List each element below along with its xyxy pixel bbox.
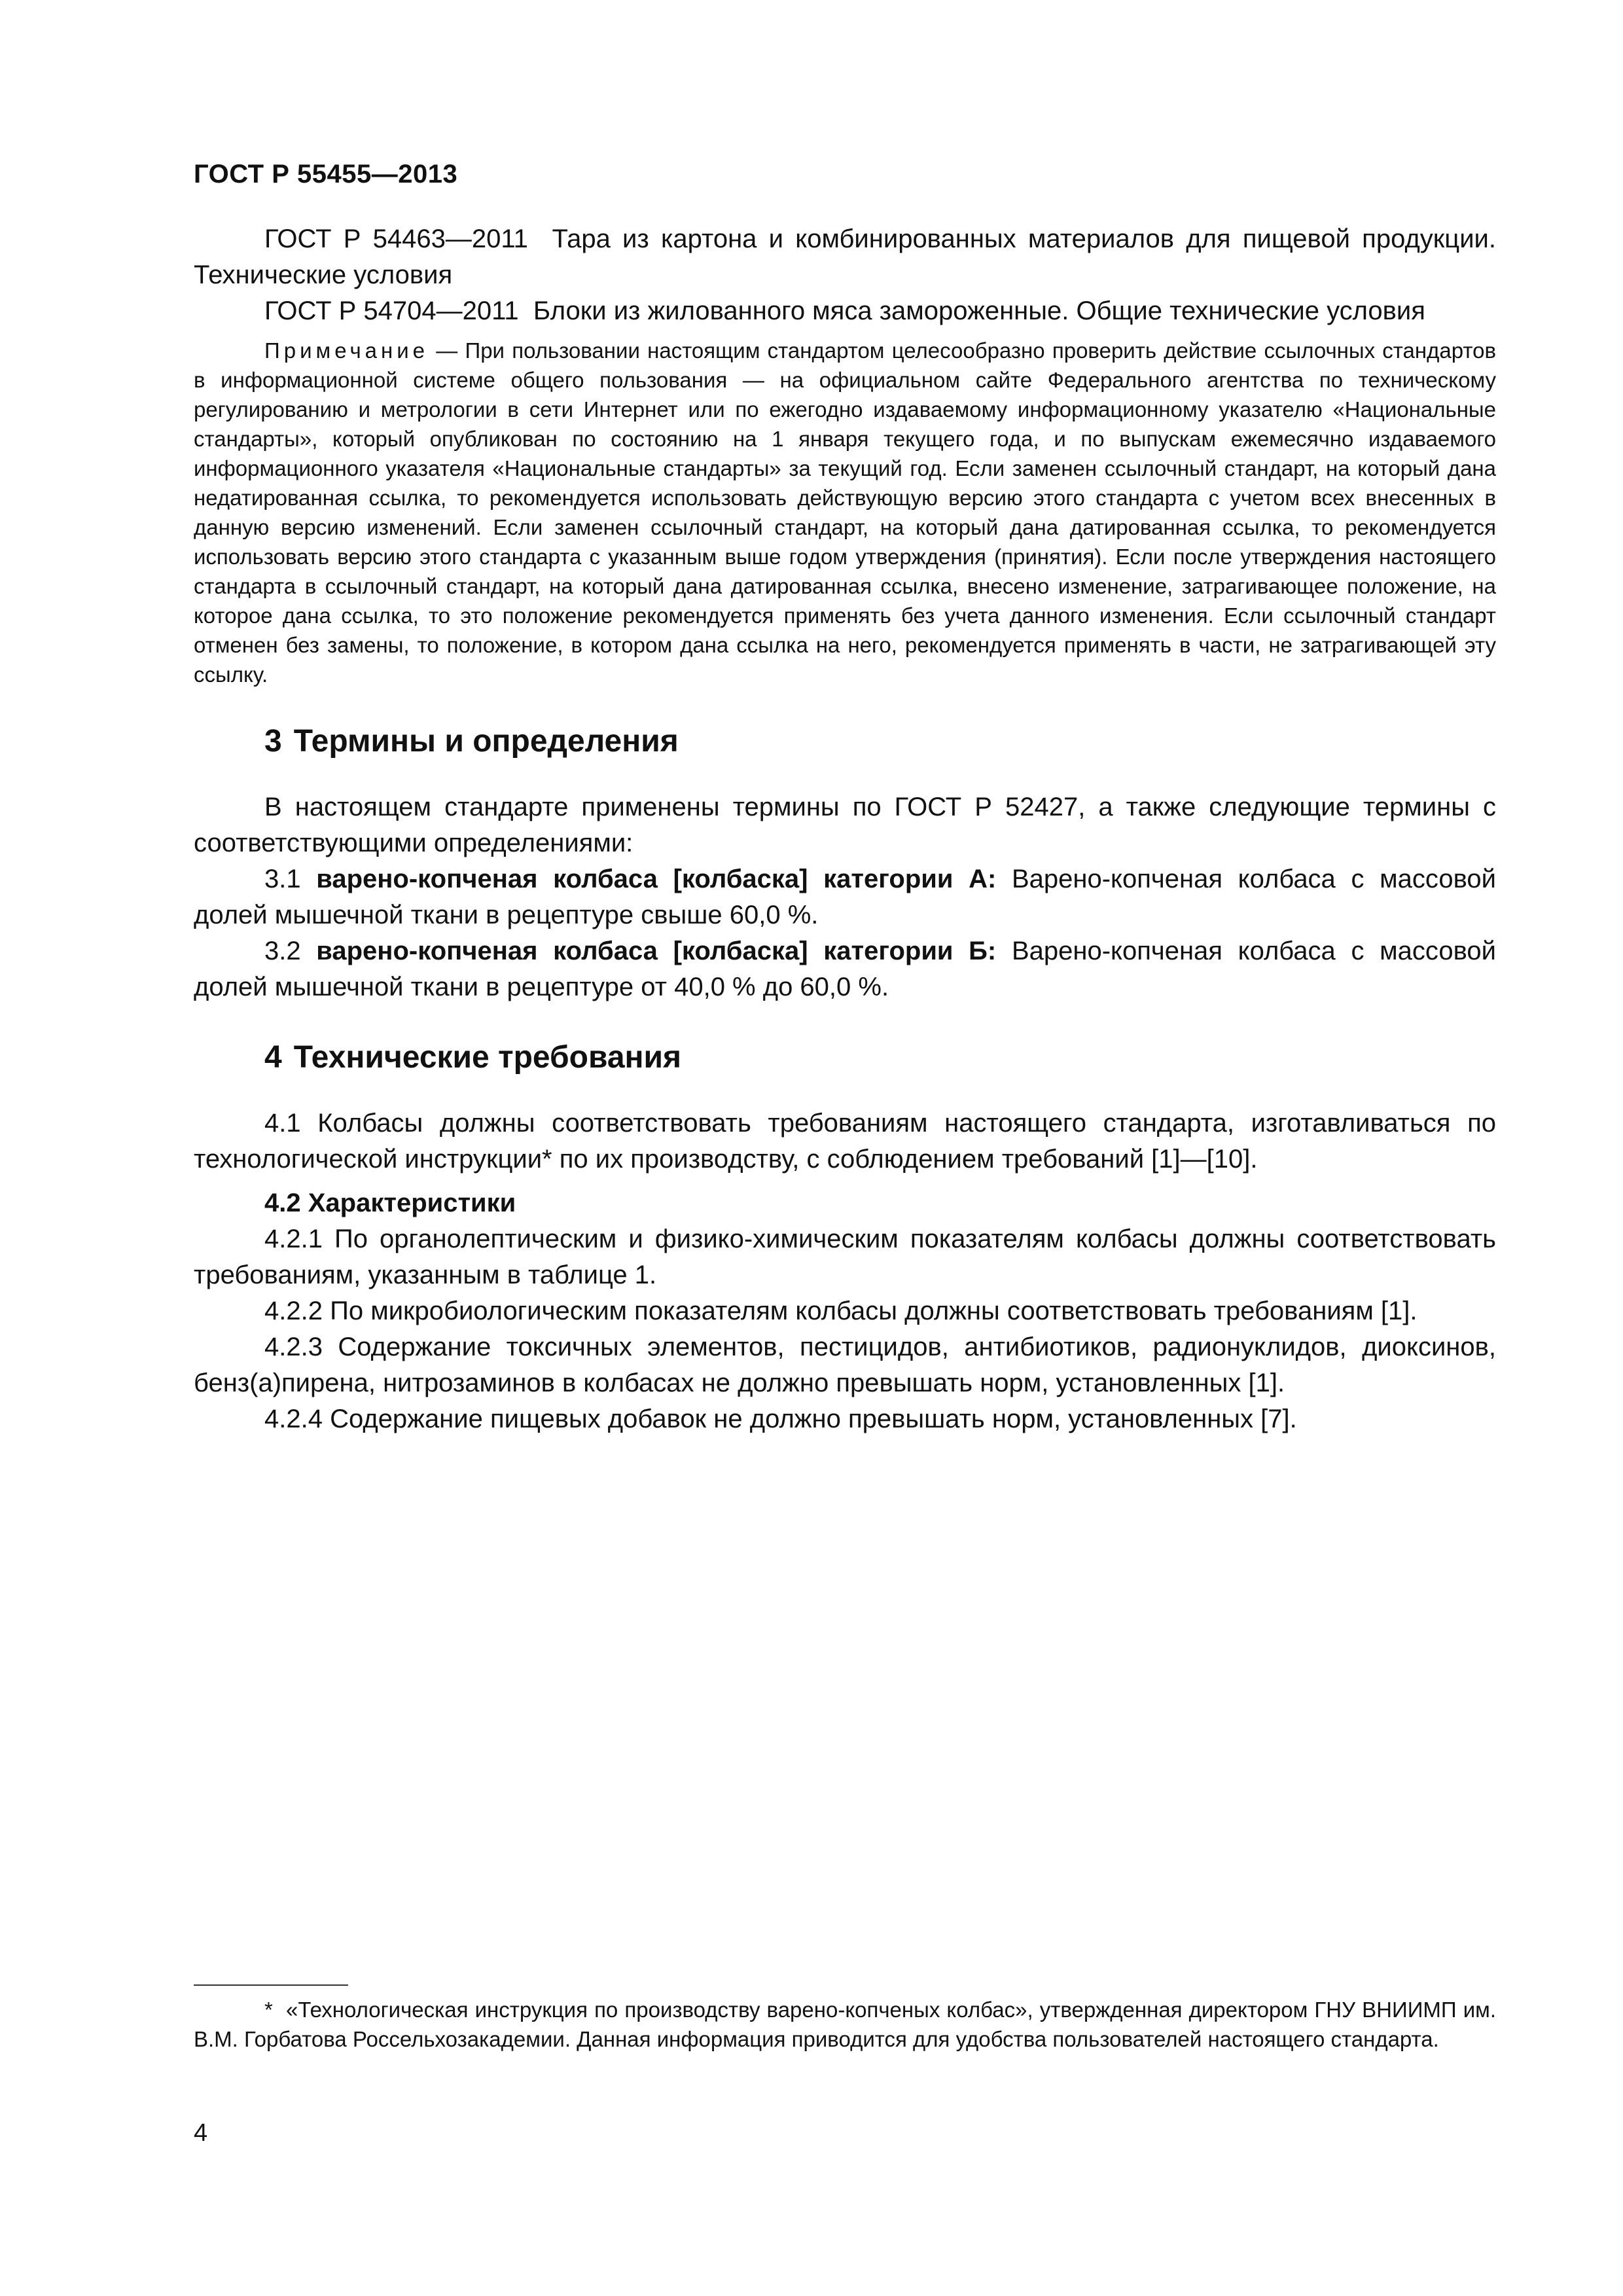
clause-text: Содержание токсичных элементов, пестицидов, антибиотиков, радионуклидов, диоксинов, бенз(а)пирена, нитрозаминов в колбасах не должно превышать норм, установленных [1]. bbox=[194, 1333, 1496, 1397]
clause-text: Содержание пищевых добавок не должно превышать норм, установленных [7]. bbox=[330, 1405, 1297, 1433]
clause-paragraph bbox=[194, 1329, 1496, 1401]
subsection-heading bbox=[194, 1185, 1496, 1221]
clause-number: 4.2.4 bbox=[264, 1405, 323, 1433]
clause-paragraph bbox=[194, 1293, 1496, 1329]
section-title: Термины и определения bbox=[293, 724, 679, 759]
reference-item bbox=[194, 293, 1496, 329]
section-heading bbox=[194, 1039, 1496, 1075]
note-label: Примечание bbox=[264, 338, 429, 363]
footnote-marker: * bbox=[264, 1998, 273, 2022]
section-number: 3 bbox=[264, 724, 282, 759]
section-title: Технические требования bbox=[293, 1040, 682, 1075]
clause-text: По микробиологическим показателям колбасы должны соответствовать требованиям [1]. bbox=[330, 1297, 1418, 1325]
footnote bbox=[194, 1995, 1496, 2054]
section-number: 4 bbox=[264, 1040, 282, 1075]
reference-code: ГОСТ Р 54463—2011 bbox=[264, 224, 528, 253]
clause-paragraph bbox=[194, 1401, 1496, 1437]
footnote-divider bbox=[194, 1984, 348, 1986]
clause-number: 4.2.3 bbox=[264, 1333, 323, 1361]
document-body bbox=[194, 221, 1496, 1437]
term-definition bbox=[194, 933, 1496, 1005]
term-name: варено-копченая колбаса [колбаска] категории Б: bbox=[316, 937, 997, 965]
page-number: 4 bbox=[194, 2119, 208, 2147]
clause-paragraph bbox=[194, 1105, 1496, 1177]
note-text: — При пользовании настоящим стандартом целесообразно проверить действие ссылочных стандартов в информационной системе общего пользования — на официальном сайте Федерального агентства по техническому регулированию и метрологии в сети Интернет или по ежегодно издаваемому информационному указателю «Национальные стандарты», который опубликован по состоянию на 1 января текущего года, и по выпускам ежемесячно издаваемого информационного указателя «Национальные стандарты» за текущий год. Если заменен ссылочный стандарт, на который дана недатированная ссылка, то рекомендуется использовать действующую версию этого стандарта с учетом всех внесенных в данную версию изменений. Если заменен ссылочный стандарт, на который дана датированная ссылка, то рекомендуется использовать версию этого стандарта с указанным выше годом утверждения (принятия). Если после утверждения настоящего стандарта в ссылочный стандарт, на который дана датированная ссылка, внесено изменение, затрагивающее положение, на которое дана ссылка, то это положение рекомендуется применять без учета данного изменения. Если ссылочный стандарт отменен без замены, то положение, в котором дана ссылка на него, рекомендуется применять в части, не затрагивающей эту ссылку. bbox=[194, 338, 1496, 687]
section-intro: В настоящем стандарте применены термины по ГОСТ Р 52427, а также следующие термины с соответствующими определениями: bbox=[194, 793, 1496, 857]
clause-number: 4.1 bbox=[264, 1109, 301, 1138]
clause-text: Колбасы должны соответствовать требованиям настоящего стандарта, изготавливаться по технологической инструкции* по их производству, с соблюдением требований [1]—[10]. bbox=[194, 1109, 1496, 1174]
document-header: ГОСТ Р 55455—2013 bbox=[194, 160, 458, 188]
clause-text: По органолептическим и физико-химическим показателям колбасы должны соответствовать требованиям, указанным в таблице 1. bbox=[194, 1225, 1496, 1289]
subsection-title: Характеристики bbox=[308, 1189, 516, 1217]
reference-title: Блоки из жилованного мяса замороженные. Общие технические условия bbox=[533, 296, 1425, 325]
clause-number: 4.2.1 bbox=[264, 1225, 323, 1253]
reference-title: Тара из картона и комбинированных материалов для пищевой продукции. Технические условия bbox=[194, 224, 1497, 289]
term-number: 3.1 bbox=[264, 865, 301, 893]
term-name: варено-копченая колбаса [колбаска] категории А: bbox=[316, 865, 997, 893]
term-text: Варено-копченая колбаса с массовой долей мышечной ткани в рецептуре свыше 60,0 %. bbox=[194, 865, 1496, 929]
reference-code: ГОСТ Р 54704—2011 bbox=[264, 296, 519, 325]
clause-paragraph bbox=[194, 1221, 1496, 1293]
section-heading bbox=[194, 723, 1496, 759]
note-paragraph bbox=[194, 336, 1496, 689]
term-number: 3.2 bbox=[264, 937, 301, 965]
footnote-text: «Технологическая инструкция по производству варено-копченых колбас», утвержденная директором ГНУ ВНИИМП им. В.М. Горбатова Россельхозакадемии. Данная информация приводится для удобства пользователей настоящего стандарта. bbox=[194, 1998, 1496, 2051]
term-text: Варено-копченая колбаса с массовой долей мышечной ткани в рецептуре от 40,0 % до 60,0 %. bbox=[194, 937, 1496, 1001]
subsection-number: 4.2 bbox=[264, 1189, 301, 1217]
term-definition bbox=[194, 861, 1496, 933]
clause-number: 4.2.2 bbox=[264, 1297, 323, 1325]
reference-item bbox=[194, 221, 1496, 293]
